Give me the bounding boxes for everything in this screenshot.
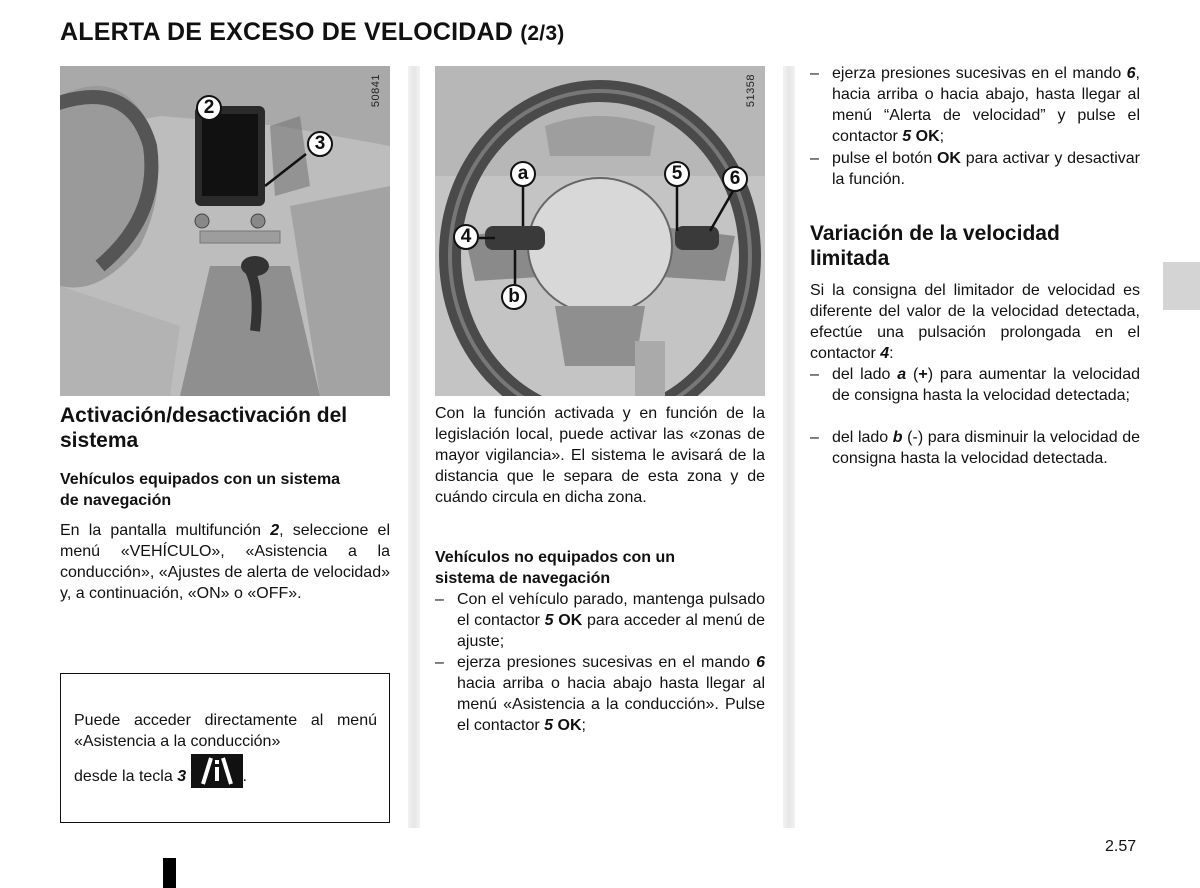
section-thumb-tab [1163, 262, 1200, 310]
page-number: 2.57 [1105, 838, 1137, 855]
callout-b: b [501, 284, 527, 310]
step-hold-ok: – Con el vehículo parado, mantenga pulsado el contactor 5 OK para acceder al menú de ajuste; [435, 589, 765, 652]
callout-5: 5 [664, 161, 690, 187]
callout-2: 2 [196, 95, 222, 121]
step-press-ok: – pulse el botón OK para activar y desactivar la función. [810, 148, 1140, 190]
note-text-line2: desde la tecla 3 . [74, 760, 377, 794]
variation-paragraph: Si la consigna del limitador de velocidad es diferente del valor de la velocidad detectada, efectúe una pulsación prolongada en el contactor 4: [810, 282, 1140, 362]
page-title [60, 18, 564, 47]
dashboard-figure [60, 66, 390, 396]
activation-paragraph: En la pantalla multifunción 2, seleccione el menú «VEHÍCULO», «Asistencia a la conducción», «Ajustes de alerta de velocidad» y, a continuación, «ON» o «OFF». [60, 522, 391, 602]
note-box [60, 673, 390, 823]
title-part: (2/3) [520, 22, 565, 45]
figure-reference: 51358 [745, 74, 757, 108]
zones-paragraph: Con la función activada y en función de la legislación local, puede activar las «zonas de mayor vigilancia». El sistema le avisará de la distancia que le separa de esta zona y de cuándo circula en dicha zona. [435, 405, 765, 506]
dashboard-illustration [60, 66, 390, 396]
step-decrease: – del lado b (-) para disminuir la velocidad de consigna hasta la velocidad detectada. [810, 427, 1140, 469]
steering-wheel-figure [435, 66, 765, 396]
step-speed-alert-menu: – ejerza presiones sucesivas en el mando 6, hacia arriba o hacia abajo, hasta llegar al menú “Alerta de velocidad” y pulse el contactor 5 OK; [810, 63, 1140, 147]
step-increase: – del lado a (+) para aumentar la velocidad de consigna hasta la velocidad detectada; [810, 364, 1140, 406]
callout-3: 3 [307, 131, 333, 157]
title-text: ALERTA DE EXCESO DE VELOCIDAD [60, 18, 514, 46]
step-scroll-menu: – ejerza presiones sucesivas en el mando 6 hacia arriba o hacia abajo hasta llegar al menú «Asistencia a la conducción». Pulse el contactor 5 OK; [435, 652, 765, 736]
figure-reference: 50841 [370, 74, 382, 108]
note-text-line1: Puede acceder directamente al menú «Asistencia a la conducción» [74, 712, 377, 750]
callout-4: 4 [453, 224, 479, 250]
steering-wheel-illustration [435, 66, 765, 396]
nav-subheading: Vehículos equipados con un sistema de navegación [60, 471, 341, 509]
variation-heading: Variación de la velocidad limitada [810, 222, 1060, 270]
column-divider-left [408, 66, 420, 828]
crop-mark [163, 858, 176, 888]
column-divider-right [783, 66, 795, 828]
activation-heading: Activación/desactivación del sistema [60, 404, 348, 452]
no-nav-subheading: Vehículos no equipados con un sistema de navegación [435, 549, 676, 587]
callout-6: 6 [722, 166, 748, 192]
callout-a: a [510, 161, 536, 187]
lane-road-info-icon [191, 754, 243, 788]
